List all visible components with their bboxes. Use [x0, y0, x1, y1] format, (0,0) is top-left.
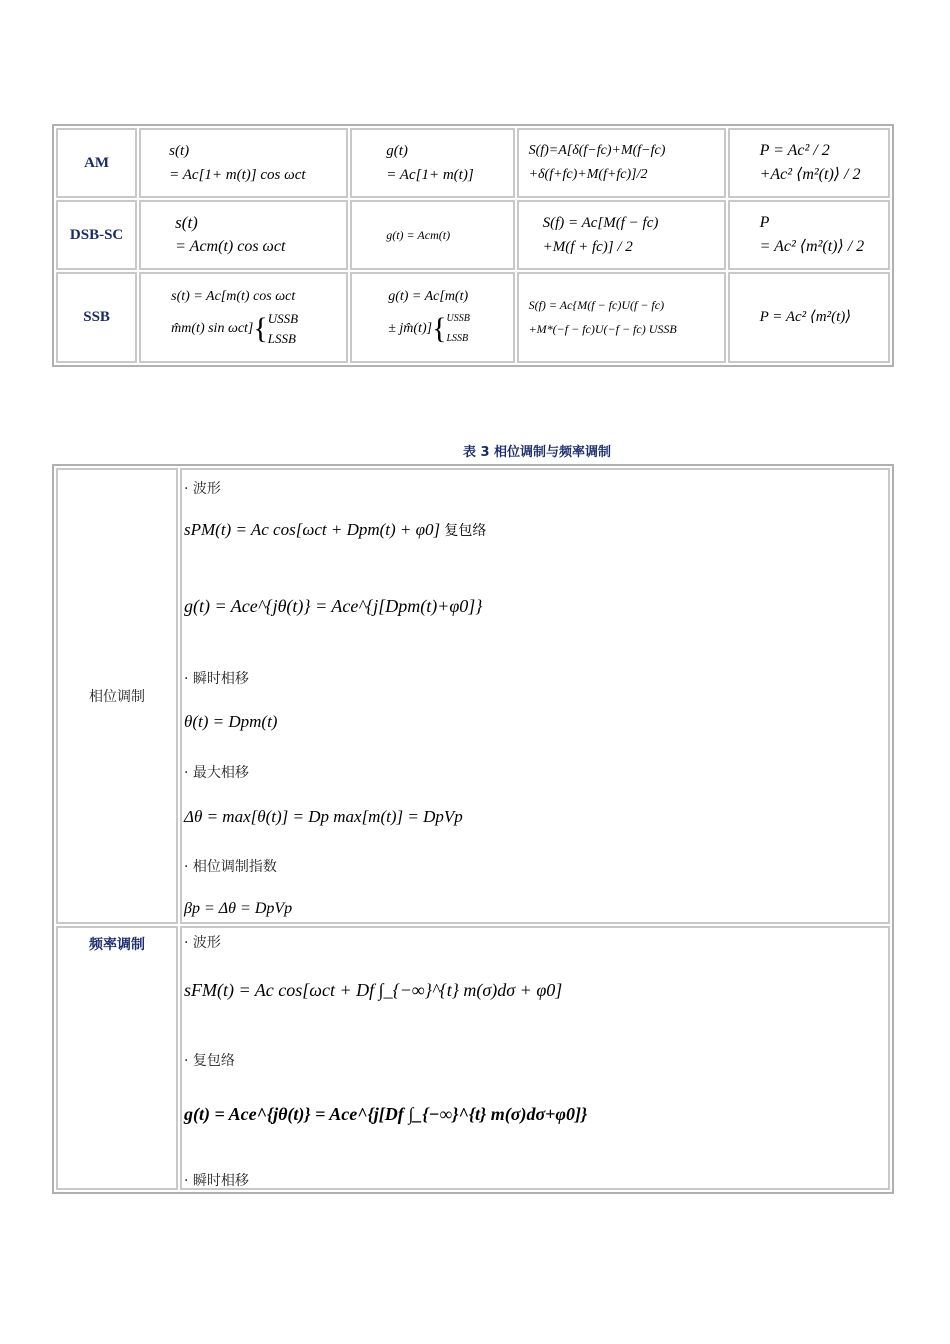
brace-symbol: {: [253, 312, 268, 346]
table-row: [56, 272, 890, 363]
modulation-summary-table: [52, 124, 894, 367]
ssb-spectrum-cell: S(f) = Ac{M(f − fc)U(f − fc) +M*(−f − fc)U(−f − fc) USSB: [517, 272, 726, 363]
dsb-envelope-cell: g(t) = Acm(t): [350, 200, 514, 270]
row-label-frequency-modulation: 频率调制: [56, 926, 178, 1190]
am-power-cell: P = Ac² / 2 +Ac² ⟨m²(t)⟩ / 2: [728, 128, 890, 198]
fm-waveform-equation: sFM(t) = Ac cos[ωct + Df ∫_{−∞}^{t} m(σ)dσ + φ0]: [184, 980, 563, 1000]
pm-index-equation: βp = Δθ = DpVp: [184, 900, 293, 917]
pm-waveform-equation: sPM(t) = Ac cos[ωct + Dpm(t) + φ0] 复包络: [184, 520, 487, 539]
am-envelope-cell: g(t) = Ac[1+ m(t)]: [350, 128, 514, 198]
brace-symbol: {: [432, 312, 447, 346]
pm-fm-table: [52, 464, 894, 1194]
bullet-pm-index: · 相位调制指数: [184, 856, 277, 876]
frequency-modulation-content: [180, 926, 890, 1190]
bullet-instantaneous-phase: · 瞬时相移: [184, 668, 249, 688]
pm-instantaneous-phase-equation: θ(t) = Dpm(t): [184, 712, 278, 731]
table-caption: 表 3 相位调制与频率调制: [462, 445, 612, 460]
table-row: [56, 926, 890, 1190]
table-row: [56, 128, 890, 198]
dsb-power-cell: P = Ac² ⟨m²(t)⟩ / 2: [728, 200, 890, 270]
bullet-waveform: · 波形: [184, 478, 221, 498]
ssb-power-cell: P = Ac² ⟨m²(t)⟩: [728, 272, 890, 363]
fm-complex-envelope-equation: g(t) = Ace^{jθ(t)} = Ace^{j[Df ∫_{−∞}^{t} m(σ)dσ+φ0]}: [184, 1104, 588, 1124]
am-spectrum-cell: S(f)=A[δ(f−fc)+M(f−fc) +δ(f+fc)+M(f+fc)]/2: [517, 128, 726, 198]
dsb-spectrum-cell: S(f) = Ac[M(f − fc) +M(f + fc)] / 2: [517, 200, 726, 270]
am-signal-cell: s(t) = Ac[1+ m(t)] cos ωct: [139, 128, 348, 198]
ssb-envelope-cell: g(t) = Ac[m(t) ± jm̂(t)]{USSB LSSB: [350, 272, 514, 363]
bullet-complex-envelope: · 复包络: [184, 1050, 235, 1070]
ssb-signal-cell: s(t) = Ac[m(t) cos ωct m̂m(t) sin ωct]{USSB LSSB: [139, 272, 348, 363]
row-label-ssb: SSB: [56, 272, 137, 363]
bullet-max-phase-shift: · 最大相移: [184, 762, 249, 782]
row-label-phase-modulation: 相位调制: [56, 468, 178, 924]
dsb-signal-cell: s(t) = Acm(t) cos ωct: [139, 200, 348, 270]
pm-complex-envelope-equation: g(t) = Ace^{jθ(t)} = Ace^{j[Dpm(t)+φ0]}: [184, 596, 483, 616]
table-row: [56, 468, 890, 924]
bullet-instantaneous-phase: · 瞬时相移: [184, 1170, 249, 1190]
pm-max-phase-equation: Δθ = max[θ(t)] = Dp max[m(t)] = DpVp: [184, 807, 463, 826]
table-row: [56, 200, 890, 270]
row-label-dsb-sc: DSB-SC: [56, 200, 137, 270]
phase-modulation-content: [180, 468, 890, 924]
row-label-am: AM: [56, 128, 137, 198]
bullet-waveform: · 波形: [184, 932, 221, 952]
